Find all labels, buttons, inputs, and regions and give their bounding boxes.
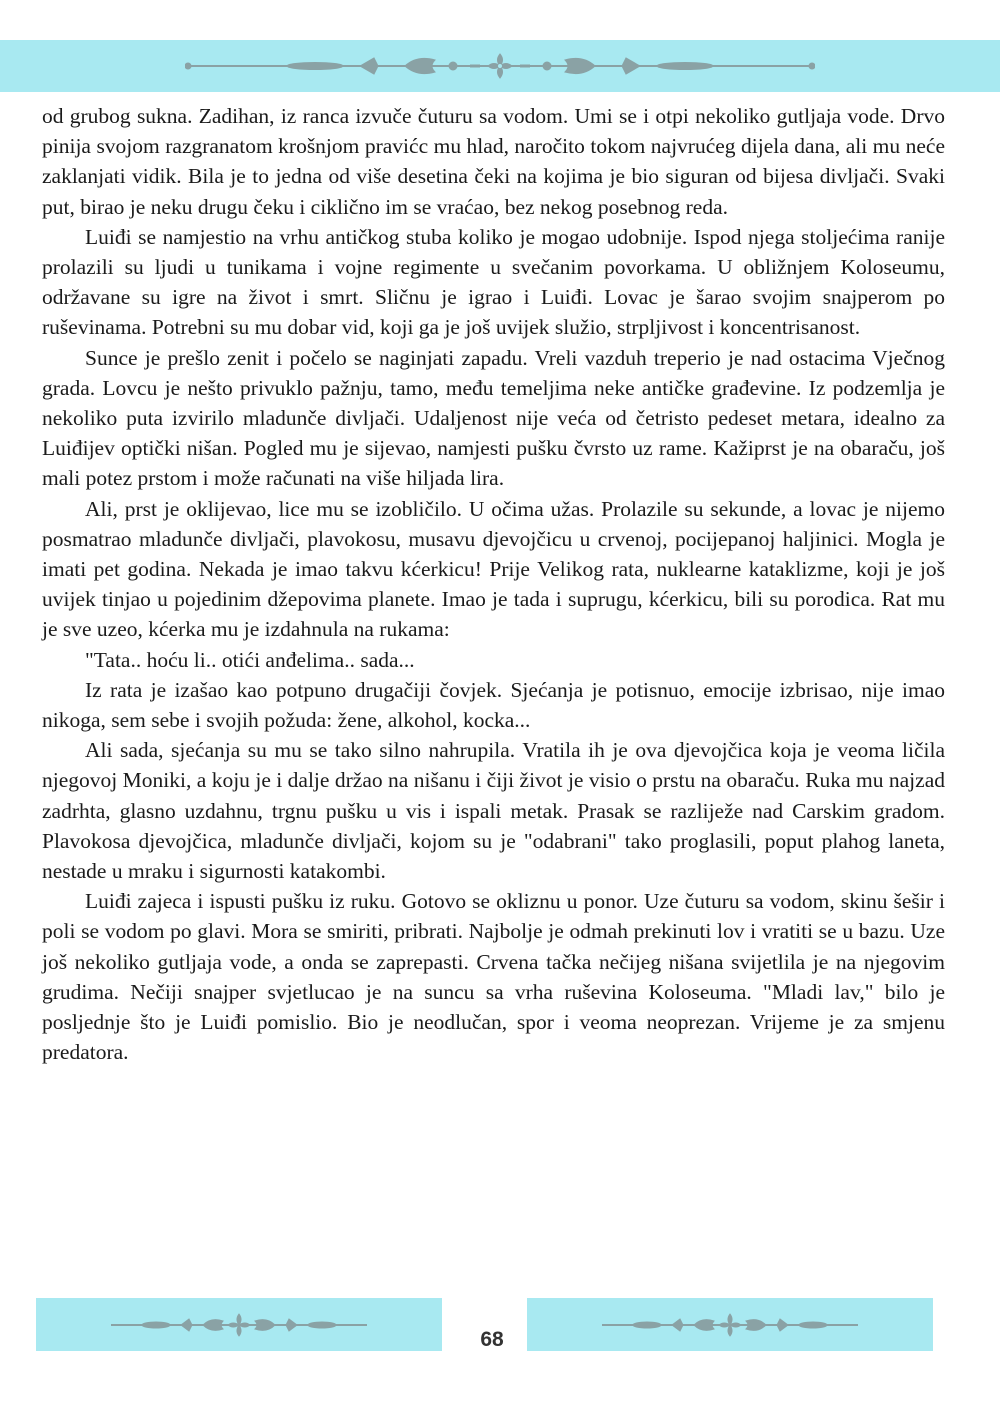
footer-band-right <box>527 1298 933 1351</box>
paragraph: Iz rata je izašao kao potpuno drugačiji čovjek. Sjećanja je potisnuo, emocije izbrisao, nije imao nikoga, sem sebe i svojih požuda: žene, alkohol, kocka... <box>42 677 945 733</box>
paragraph: Ali, prst je oklijevao, lice mu se izobličilo. U očima užas. Prolazile su sekunde, a lovac je nijemo posmatrao mladunče divljači, plavokosu, musavu djevojčicu u crvenoj, pocijepanoj haljinici. Mogla je imati pet godina. Nekada je imao takvu kćerkicu! Prije Velikog rata, nuklearne kataklizme, koji je još uvijek tinjao u pojedinim džepovima planete. Imao je tada i suprugu, kćerkicu, bili su porodica. Rat mu je sve uzeo, kćerka mu je izdahnula na rukama: <box>42 496 945 642</box>
paragraph: Luiđi zajeca i ispusti pušku iz ruku. Gotovo se okliznu u ponor. Uze čuturu sa vodom, skinu šešir i poli se vodom po glavi. Mora se smiriti, pribrati. Najbolje je odmah prekinuti lov i vratiti se u bazu. Uze još nekoliko gutljaja vode, a onda se zaprepasti. Crvena tačka nečijeg nišana svijetlila je na njegovim grudima. Nečiji snajper svjetlucao je na suncu sa vrha ruševina Koloseuma. "Mladi lav," bilo je posljednje što je Luiđi pomislio. Bio je neodlučan, spor i veoma neoprezan. Vrijeme je za smjenu predatora. <box>42 889 945 1065</box>
floral-divider-icon <box>111 1312 367 1338</box>
paragraph: Sunce je prešlo zenit i počelo se naginjati zapadu. Vreli vazduh treperio je nad ostacima Vječnog grada. Lovcu je nešto privuklo pažnju, tamo, među temeljima neke antičke građevine. Iz podzemlja je nekoliko puta izvirilo mladunče divljači. Udaljenost nije veća od četristo pedeset metara, idealno za Luiđijev optički nišan. Pogled mu je sijevao, namjesti pušku čvrsto uz rame. Kažiprst je na obaraču, još mali potez prstom i može računati na više hiljada lira. <box>42 345 945 491</box>
page-number: 68 <box>480 1328 504 1351</box>
paragraph: Luiđi se namjestio na vrhu antičkog stuba koliko je mogao udobnije. Ispod njega stoljećima ranije prolazili su ljudi u tunikama i vojne regimente u svečanim povorkama. U obližnjem Koloseumu, održavane su igre na život i smrt. Sličnu je igrao i Luiđi. Lovac je šarao svojim snajperom po ruševinama. Potrebni su mu dobar vid, koji ga je još uvijek služio, strpljivost i koncentrisanost. <box>42 224 945 340</box>
paragraph: od grubog sukna. Zadihan, iz ranca izvuče čuturu sa vodom. Umi se i otpi nekoliko gutljaja vode. Drvo pinija svojom razgranatom krošnjom pravićc mu hlad, naročito tokom najvrućeg dijela dana, ali mu neće zaklanjati vidik. Bila je to jedna od više desetina čeki na kojima je bio siguran od bijesa divljači. Svaki put, birao je neku drugu čeku i ciklično im se vraćao, bez nekog posebnog reda. <box>42 104 945 219</box>
header-band <box>0 40 1000 92</box>
floral-divider-icon <box>185 52 815 80</box>
paragraph: Ali sada, sjećanja su mu se tako silno nahrupila. Vratila ih je ova djevojčica koja je veoma ličila njegovoj Moniki, a koju je i dalje držao na nišanu i čiji život je visio o prstu na obaraču. Ruka mu najzad zadrhta, glasno uzdahnu, trgnu pušku u vis i ispali metak. Prasak se razliježe nad Carskim gradom. Plavokosa djevojčica, mladunče divljači, kojom su je "odabrani" tako proglasili, poput plahog laneta, nestade u mraku i sigurnosti katakombi. <box>42 738 945 884</box>
dialogue-line: "Tata.. hoću li.. otići anđelima.. sada... <box>85 647 415 672</box>
floral-divider-icon <box>602 1312 858 1338</box>
footer-band-left <box>36 1298 442 1351</box>
story-text <box>42 101 945 1068</box>
